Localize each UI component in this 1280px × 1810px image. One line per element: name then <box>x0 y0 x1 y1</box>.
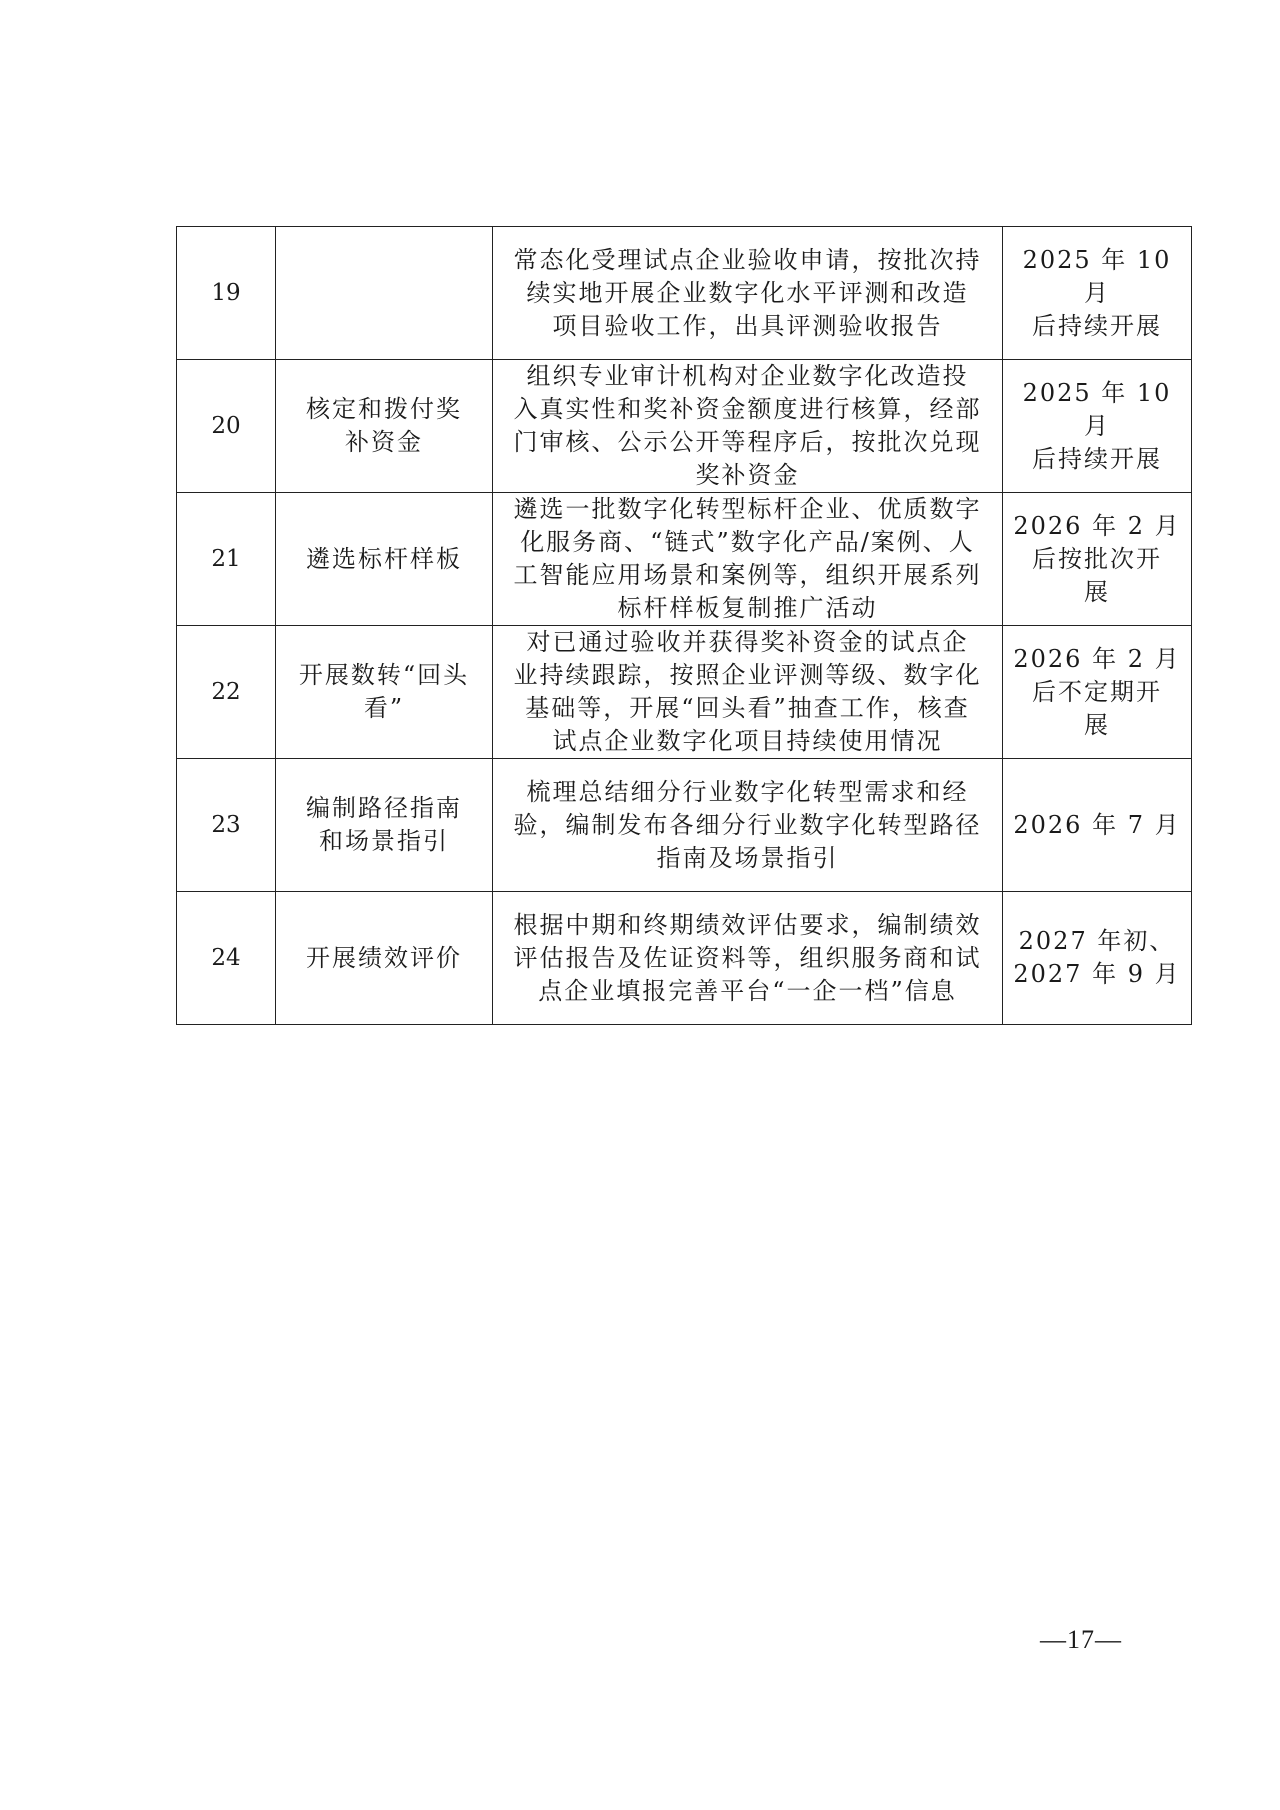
task-content-line: 续实地开展企业数字化水平评测和改造 <box>526 278 969 307</box>
row-number-cell: 20 <box>177 360 276 493</box>
task-name-cell <box>276 360 493 493</box>
task-content-cell <box>493 759 1003 892</box>
row-number-cell: 24 <box>177 892 276 1025</box>
task-name-line: 和场景指引 <box>319 827 449 855</box>
task-time-line: 2025 年 10 月 <box>1022 245 1172 307</box>
task-time-line: 后持续开展 <box>1032 444 1162 473</box>
task-time-cell <box>1003 626 1192 759</box>
task-name-cell <box>276 759 493 892</box>
table-body <box>177 227 1192 1025</box>
row-number-cell: 21 <box>177 493 276 626</box>
task-time-line: 展 <box>1084 710 1110 739</box>
task-content-line: 业持续跟踪，按照企业评测等级、数字化 <box>513 661 982 689</box>
task-name-line: 核定和拨付奖 <box>306 395 462 423</box>
table-row <box>177 493 1192 626</box>
task-name-line: 编制路径指南 <box>306 794 462 822</box>
task-content-line: 项目验收工作，出具评测验收报告 <box>552 311 943 340</box>
task-name-line: 开展绩效评价 <box>306 943 462 972</box>
task-time-cell <box>1003 493 1192 626</box>
task-name-line: 看” <box>363 694 405 722</box>
task-schedule-table <box>176 226 1192 1025</box>
task-content-cell <box>493 360 1003 493</box>
task-content-line: 标杆样板复制推广活动 <box>617 594 878 622</box>
task-time-line: 后不定期开 <box>1032 677 1162 706</box>
task-time-line: 后按批次开 <box>1032 544 1162 573</box>
task-content-cell <box>493 227 1003 360</box>
task-content-cell <box>493 626 1003 759</box>
table-row <box>177 759 1192 892</box>
task-content-line: 试点企业数字化项目持续使用情况 <box>552 727 943 755</box>
task-name-cell <box>276 892 493 1025</box>
task-time-line: 后持续开展 <box>1032 311 1162 340</box>
task-name-line: 遴选标杆样板 <box>306 544 462 573</box>
task-time-cell <box>1003 360 1192 493</box>
task-content-line: 验，编制发布各细分行业数字化转型路径 <box>513 810 982 839</box>
task-content-line: 组织专业审计机构对企业数字化改造投 <box>526 362 969 390</box>
task-content-line: 奖补资金 <box>695 461 800 489</box>
row-number-cell: 19 <box>177 227 276 360</box>
row-number-cell: 23 <box>177 759 276 892</box>
task-name-line: 补资金 <box>345 428 423 456</box>
task-time-line: 2026 年 7 月 <box>1013 810 1181 839</box>
task-content-line: 对已通过验收并获得奖补资金的试点企 <box>526 628 969 656</box>
task-content-line: 常态化受理试点企业验收申请，按批次持 <box>513 245 982 274</box>
task-name-line: 开展数转“回头 <box>298 661 470 689</box>
task-content-line: 根据中期和终期绩效评估要求，编制绩效 <box>513 910 982 939</box>
task-time-cell <box>1003 759 1192 892</box>
task-content-line: 评估报告及佐证资料等，组织服务商和试 <box>513 943 982 972</box>
task-content-line: 门审核、公示公开等程序后，按批次兑现 <box>513 428 982 456</box>
task-time-line: 2026 年 2 月 <box>1013 644 1181 673</box>
task-content-line: 点企业填报完善平台“一企一档”信息 <box>538 976 957 1005</box>
task-content-line: 指南及场景指引 <box>656 843 839 872</box>
task-time-cell <box>1003 892 1192 1025</box>
task-time-line: 2027 年初、 <box>1018 927 1176 955</box>
page-number: —17— <box>1040 1625 1122 1654</box>
task-content-line: 遴选一批数字化转型标杆企业、优质数字 <box>513 495 982 523</box>
task-time-line: 2027 年 9 月 <box>1013 960 1181 988</box>
task-content-line: 基础等，开展“回头看”抽查工作，核查 <box>525 694 970 722</box>
task-name-cell <box>276 493 493 626</box>
table-row <box>177 626 1192 759</box>
task-content-line: 化服务商、“链式”数字化产品/案例、人 <box>520 528 975 556</box>
task-content-cell <box>493 892 1003 1025</box>
task-content-line: 入真实性和奖补资金额度进行核算，经部 <box>513 395 982 423</box>
task-time-cell <box>1003 227 1192 360</box>
table-row <box>177 227 1192 360</box>
task-content-cell <box>493 493 1003 626</box>
task-content-line: 梳理总结细分行业数字化转型需求和经 <box>526 777 969 806</box>
table-row <box>177 892 1192 1025</box>
table-row <box>177 360 1192 493</box>
task-name-cell <box>276 227 493 360</box>
task-time-line: 2026 年 2 月 <box>1013 511 1181 540</box>
row-number-cell: 22 <box>177 626 276 759</box>
task-time-line: 2025 年 10 月 <box>1022 378 1172 440</box>
task-name-cell <box>276 626 493 759</box>
task-time-line: 展 <box>1084 577 1110 606</box>
task-content-line: 工智能应用场景和案例等，组织开展系列 <box>513 561 982 589</box>
